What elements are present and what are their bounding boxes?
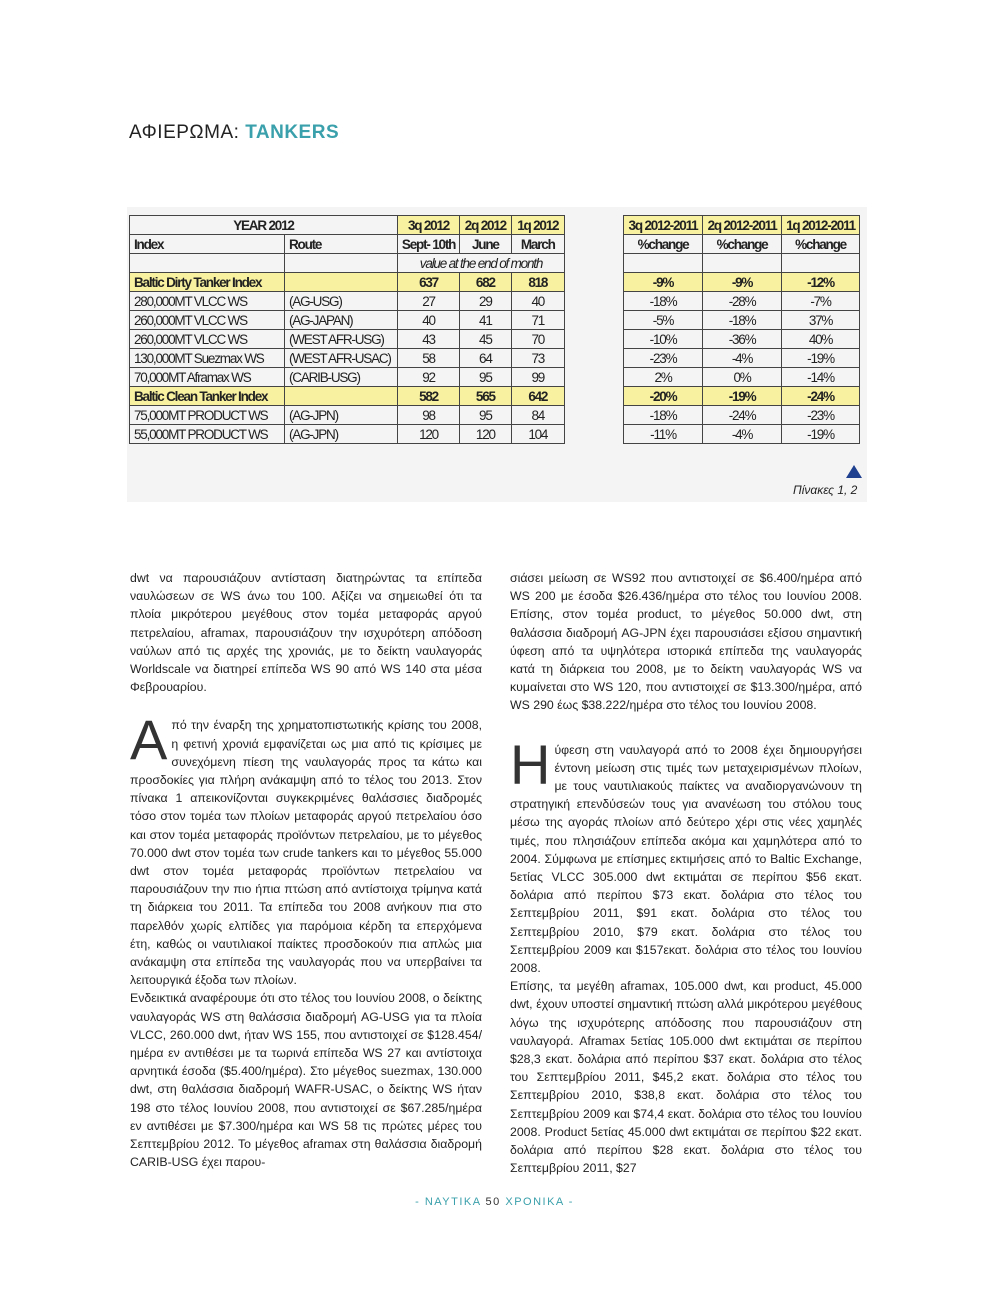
- table-header-row: [130, 235, 565, 254]
- empty-cell: [624, 254, 703, 273]
- value-cell: 582: [397, 387, 459, 406]
- period-date: Sept- 10th: [397, 235, 459, 254]
- table-row: [130, 349, 565, 368]
- route-cell: [284, 273, 397, 292]
- route-cell: (AG-JPN): [284, 406, 397, 425]
- change-cell: -12%: [782, 273, 860, 292]
- route-cell: (AG-JPN): [284, 425, 397, 444]
- change-cell: -28%: [703, 292, 782, 311]
- route-cell: [284, 387, 397, 406]
- table-header-row: [130, 216, 565, 235]
- route-cell: (CARIB-USG): [284, 368, 397, 387]
- index-name-cell: 280,000MT VLCC WS: [130, 292, 285, 311]
- value-cell: 70: [511, 330, 564, 349]
- page-footer: [0, 1196, 989, 1208]
- value-cell: 120: [460, 425, 511, 444]
- change-cell: -18%: [624, 406, 703, 425]
- value-cell: 637: [397, 273, 459, 292]
- change-cell: -23%: [624, 349, 703, 368]
- page-number: 50: [485, 1196, 501, 1208]
- index-column-header: Index: [130, 235, 285, 254]
- change-cell: -19%: [782, 425, 860, 444]
- value-cell: 73: [511, 349, 564, 368]
- body-paragraph-text: ύφεση στη ναυλαγορά από το 2008 έχει δημιουργήσει έντονη μείωση στις τιμές των μεταχειρισμένων πλοίων, με τους ναυτιλιακούς παίκτες να αναδιοργανώνουν τη στρατηγική επενδύσεών τους για ανανέωση του στόλου τους μέσω της αγοράς πλοίων από δεύτερο χέρι στις νέες χαμηλές τιμές, που πλησιάζουν επίπεδα ακόμα και χαμηλότερα από το 2004. Σύμφωνα με επίσημες εκτιμήσεις από το Baltic Exchange, 5ετίας VLCC 305.000 dwt εκτιμάται σε περίπου $56 εκατ. δολάρια από περίπου $73 εκατ. δολάρια στο τέλος του Σεπτεμβρίου 2011, $91 εκατ. δολάρια στο τέλος του Σεπτεμβρίου 2010, $79 εκατ. δολάρια στο τέλος του Σεπτεμβρίου 2009 και $157εκατ. δολάρια στο τέλος του Ιουνίου 2008.: [510, 742, 862, 976]
- table-row: [130, 368, 565, 387]
- index-name-cell: 260,000MT VLCC WS: [130, 330, 285, 349]
- route-cell: (WEST AFR-USG): [284, 330, 397, 349]
- value-cell: 120: [397, 425, 459, 444]
- article-column-right: [510, 569, 862, 1178]
- table-row: [624, 273, 860, 292]
- freight-rates-table: [129, 215, 565, 444]
- period-date: March: [511, 235, 564, 254]
- body-paragraph: Επίσης, τα μεγέθη aframax, 105.000 dwt, και product, 45.000 dwt, έχουν υποστεί σημαντική πτώση αλλά μικρότερου μεγέθους λόγω της ισχυρότερης απόδοσης που παρουσιάζουν στη ναυλαγορά. Aframax 5ετίας 105.000 dwt εκτιμάται σε περίπου $28,3 εκατ. δολάρια από περίπου $37 εκατ. δολάρια στο τέλος του Σεπτεμβρίου 2011, $45,2 εκατ. δολάρια στο τέλος του Σεπτεμβρίου 2010, $38,8 εκατ. δολάρια στο τέλος του Σεπτεμβρίου 2009 και $74,4 εκατ. δολάρια στο τέλος του Ιουνίου 2008. Product 5ετίας 45.000 dwt εκτιμάται σε περίπου $22 εκατ. δολάρια από περίπου $28 εκατ. δολάρια στο τέλος του Σεπτεμβρίου 2011, $27: [510, 979, 862, 1176]
- body-paragraph-dropcap: [510, 732, 862, 978]
- body-paragraph: dwt να παρουσιάζουν αντίσταση διατηρώντας τα επίπεδα ναυλώσεων σε WS άνω του 100. Αξίζει να σημειωθεί ότι τα πλοία μικρότερου μεγέθους στον τομέα μεταφοράς αργού πετρελαίου, aframax, παρουσιάζουν την ισχυρότερη απόδοση ναύλων από τις αρχές της χρονιάς, με το δείκτη ναυλαγοράς Worldscale να διατηρεί επίπεδα WS 90 από WS 140 στα μέσα Φεβρουαρίου.: [130, 571, 482, 695]
- change-cell: -18%: [703, 311, 782, 330]
- change-cell: 37%: [782, 311, 860, 330]
- change-cell: 40%: [782, 330, 860, 349]
- section-prefix: ΑΦΙΕΡΩΜΑ:: [129, 122, 240, 143]
- change-cell: -19%: [703, 387, 782, 406]
- index-name-cell: 260,000MT VLCC WS: [130, 311, 285, 330]
- value-note: value at the end of month: [397, 254, 564, 273]
- value-cell: 565: [460, 387, 511, 406]
- change-cell: -20%: [624, 387, 703, 406]
- value-cell: 92: [397, 368, 459, 387]
- value-cell: 58: [397, 349, 459, 368]
- body-paragraph: σιάσει μείωση σε WS92 που αντιστοιχεί σε $6.400/ημέρα από WS 200 με έσοδα $26.436/ημέρα στο τέλος του Ιουνίου 2008. Επίσης, στον τομέα product, το μέγεθος 50.000 dwt, στη θαλάσσια διαδρομή AG-JPN έχει παρουσιάσει εξίσου σημαντική ύφεση από τα υψηλότερα ιστορικά επίπεδα της ναυλαγοράς κατά τη διάρκεια του 2008, με το δείκτη ναυλαγοράς WS να κυμαίνεται στο WS 120, που αντιστοιχεί σε $13.300/ημέρα, από WS 290 έως $38.222/ημέρα στο τέλος του Ιουνίου 2008.: [510, 571, 862, 713]
- table-row: [130, 273, 565, 292]
- period-header: 2q 2012: [460, 216, 511, 235]
- value-cell: 45: [460, 330, 511, 349]
- value-cell: 104: [511, 425, 564, 444]
- change-cell: -24%: [782, 387, 860, 406]
- change-cell: -7%: [782, 292, 860, 311]
- table-header-row: [624, 235, 860, 254]
- value-cell: 95: [460, 368, 511, 387]
- table-row: [130, 292, 565, 311]
- change-cell: -4%: [703, 349, 782, 368]
- change-cell: -4%: [703, 425, 782, 444]
- index-name-cell: Baltic Dirty Tanker Index: [130, 273, 285, 292]
- index-name-cell: 55,000MT PRODUCT WS: [130, 425, 285, 444]
- table-row: [130, 311, 565, 330]
- change-cell: -23%: [782, 406, 860, 425]
- year-header: YEAR 2012: [130, 216, 398, 235]
- value-cell: 43: [397, 330, 459, 349]
- change-cell: -18%: [624, 292, 703, 311]
- body-paragraph: Ενδεικτικά αναφέρουμε ότι στο τέλος του Ιουνίου 2008, ο δείκτης ναυλαγοράς WS στη θαλάσσια διαδρομή AG-USG για τα πλοία VLCC, 260.000 dwt, ήταν WS 155, που αντιστοιχεί σε $128.454/ημέρα εν αντιθέσει με τα τωρινά επίπεδα WS 27 και αντίστοιχα αρνητικά έσοδα ($5.400/ημέρα). Στο μέγεθος suezmax, 130.000 dwt, στη θαλάσσια διαδρομή WAFR-USAC, ο δείκτης WS ήταν 198 στο τέλος Ιουνίου 2008, που αντιστοιχεί σε $67.285/ημέρα εν αντιθέσει με $7.300/ημέρα και WS 58 τις πρώτες μέρες του Σεπτεμβρίου 2012. Το μέγεθος aframax στη θαλάσσια διαδρομή CARIB-USG έχει παρου-: [130, 991, 482, 1170]
- empty-cell: [782, 254, 860, 273]
- unit-header: %change: [703, 235, 782, 254]
- table-row: [624, 368, 860, 387]
- unit-header: %change: [782, 235, 860, 254]
- table-header-row: [624, 216, 860, 235]
- change-cell: 2%: [624, 368, 703, 387]
- triangle-marker-icon: [846, 465, 862, 478]
- footer-brand-right: ΧΡΟΝΙΚΑ -: [505, 1196, 574, 1208]
- route-cell: (WEST AFR-USAC): [284, 349, 397, 368]
- value-cell: 40: [511, 292, 564, 311]
- value-cell: 40: [397, 311, 459, 330]
- change-cell: -9%: [624, 273, 703, 292]
- route-cell: (AG-USG): [284, 292, 397, 311]
- table-row: [624, 406, 860, 425]
- value-cell: 98: [397, 406, 459, 425]
- value-cell: 818: [511, 273, 564, 292]
- empty-cell: [284, 254, 397, 273]
- table-row: [130, 387, 565, 406]
- table-row: [624, 330, 860, 349]
- empty-cell: [130, 254, 285, 273]
- section-title: [129, 122, 339, 144]
- tables-caption: Πίνακες 1, 2: [793, 483, 858, 497]
- change-cell: -11%: [624, 425, 703, 444]
- value-cell: 27: [397, 292, 459, 311]
- change-cell: 0%: [703, 368, 782, 387]
- index-name-cell: 75,000MT PRODUCT WS: [130, 406, 285, 425]
- table-row: [624, 292, 860, 311]
- index-name-cell: Baltic Clean Tanker Index: [130, 387, 285, 406]
- table-row: [624, 311, 860, 330]
- value-cell: 642: [511, 387, 564, 406]
- article-column-left: [130, 569, 482, 1172]
- value-cell: 41: [460, 311, 511, 330]
- change-cell: -5%: [624, 311, 703, 330]
- period-header: 1q 2012: [511, 216, 564, 235]
- route-cell: (AG-JAPAN): [284, 311, 397, 330]
- change-cell: -14%: [782, 368, 860, 387]
- table-spacer-row: [624, 254, 860, 273]
- value-cell: 99: [511, 368, 564, 387]
- table-row: [130, 425, 565, 444]
- body-paragraph-text: πό την έναρξη της χρηματοπιστωτικής κρίσης του 2008, η φετινή χρονιά εμφανίζεται ως μια από τις κρίσιμες με συνεχόμενη πίεση της ναυλαγοράς προς τα κάτω και προσδοκίες για πλήρη ανάκαμψη από το τέλος του 2013. Στον πίνακα 1 απεικονίζονται συγκεκριμένες θαλάσσιες διαδρομές τόσο στον τομέα των πλοίων μεταφοράς αργού πετρελαίου όσο και στον τομέα μεταφοράς προϊόντων πετρελαίου, με το μέγεθος 70.000 dwt στον τομέα των crude tankers και το μέγεθος 55.000 dwt στον τομέα μεταφοράς προϊόντων πετρελαίου να παρουσιάζουν την πιο ήπια πτώση από αντίστοιχα τρίμηνα κατά τη διάρκεια του 2011. Τα επίπεδα του 2008 ανήκουν πια στο παρελθόν χωρίς ελπίδες για παρόμοια κέρδη τα επερχόμενα έτη, καθώς οι ναυτιλιακοί παίκτες προσδοκούν πια απλώς μια ανάκαμψη στα επίπεδα της ναυλαγοράς που να υπερβαίνει τα λειτουργικά έξοδα των πλοίων.: [130, 718, 482, 988]
- table-row: [624, 425, 860, 444]
- index-name-cell: 70,000MT Aframax WS: [130, 368, 285, 387]
- change-cell: -9%: [703, 273, 782, 292]
- value-cell: 29: [460, 292, 511, 311]
- unit-header: %change: [624, 235, 703, 254]
- change-cell: -19%: [782, 349, 860, 368]
- change-period-header: 3q 2012-2011: [624, 216, 703, 235]
- value-cell: 71: [511, 311, 564, 330]
- change-period-header: 1q 2012-2011: [782, 216, 860, 235]
- section-topic: TANKERS: [245, 122, 340, 143]
- change-cell: -36%: [703, 330, 782, 349]
- table-row: [624, 387, 860, 406]
- value-cell: 682: [460, 273, 511, 292]
- value-cell: 84: [511, 406, 564, 425]
- route-column-header: Route: [284, 235, 397, 254]
- value-cell: 64: [460, 349, 511, 368]
- index-name-cell: 130,000MT Suezmax WS: [130, 349, 285, 368]
- period-date: June: [460, 235, 511, 254]
- table-row: [130, 330, 565, 349]
- period-header: 3q 2012: [397, 216, 459, 235]
- change-period-header: 2q 2012-2011: [703, 216, 782, 235]
- body-paragraph-dropcap: [130, 708, 482, 989]
- footer-brand-left: - ΝΑΥΤΙΚΑ: [415, 1196, 481, 1208]
- table-row: [130, 406, 565, 425]
- empty-cell: [703, 254, 782, 273]
- change-cell: -10%: [624, 330, 703, 349]
- table-note-row: [130, 254, 565, 273]
- drop-cap: Η: [510, 732, 551, 796]
- drop-cap: Α: [130, 708, 168, 772]
- change-cell: -24%: [703, 406, 782, 425]
- table-row: [624, 349, 860, 368]
- percent-change-table: [623, 215, 860, 444]
- value-cell: 95: [460, 406, 511, 425]
